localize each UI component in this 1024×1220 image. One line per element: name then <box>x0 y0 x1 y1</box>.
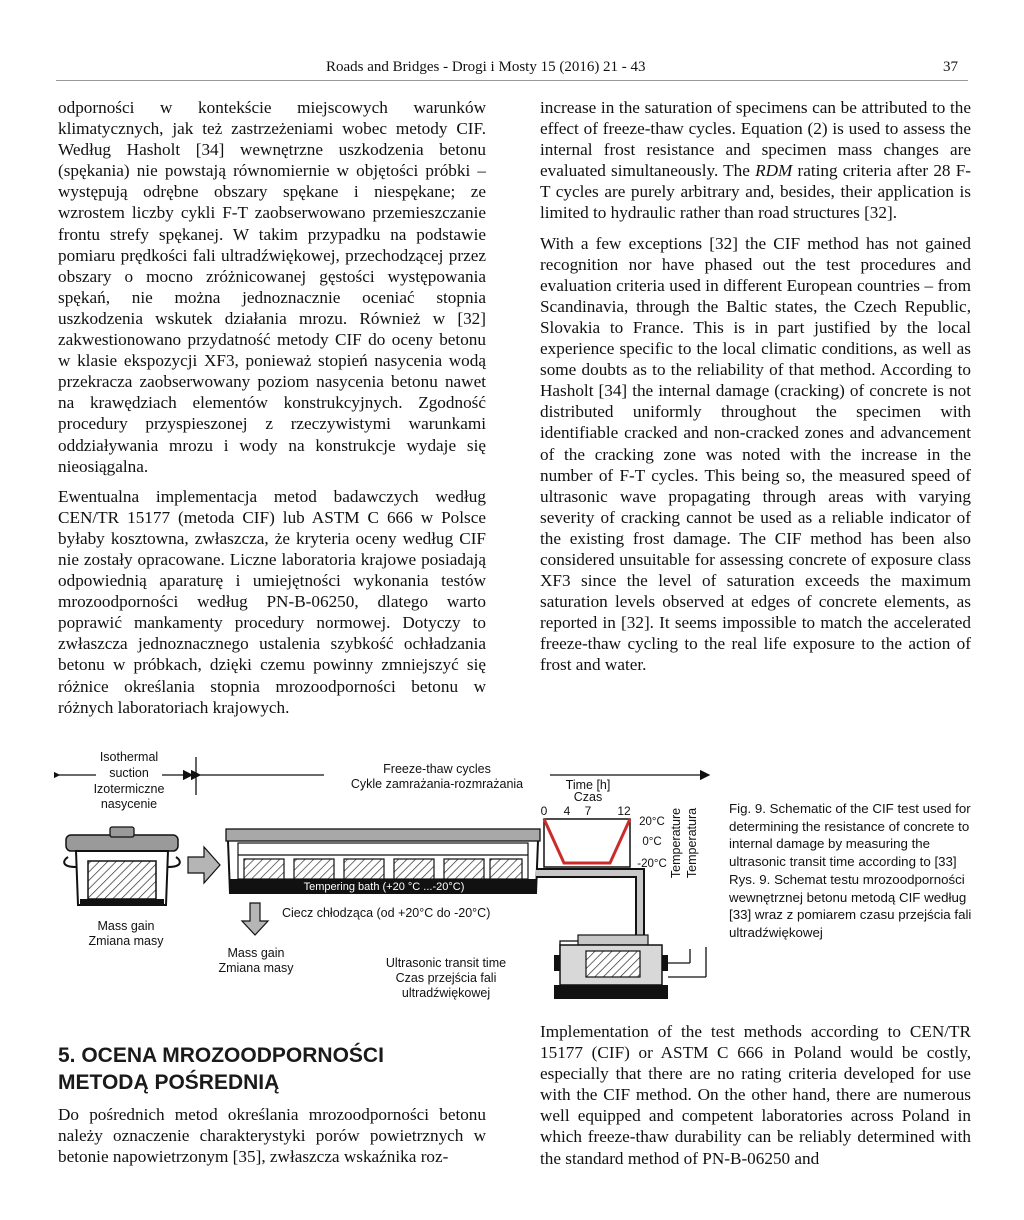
running-head <box>56 56 968 81</box>
ultrasonic-device <box>554 935 706 999</box>
tempering-bath-label: Tempering bath (+20 °C ...-20°C) <box>303 881 465 893</box>
svg-text:suction: suction <box>109 766 149 780</box>
time-tick: 12 <box>617 804 631 818</box>
section-heading-line: 5. OCENA MROZOODPORNOŚCI <box>58 1044 384 1067</box>
caption-english: Fig. 9. Schematic of the CIF test used for determining the resistance of concrete to internal damage by measuring the ultrasonic transit time according to [33] <box>729 801 971 870</box>
figure-caption <box>729 800 979 942</box>
paragraph: With a few exceptions [32] the CIF method has not gained recognition nor have phased out the test procedures and evaluation criteria used in different European countries – from Scandinavia, through the Baltic states, the Czech Republic, Slovakia to France. This is in part justified by the local experience specific to the local climatic conditions, as well as some doubts as to the reliability of that method. According to Hasholt [34] the internal damage (cracking) of concrete is not distributed uniformly throughout the specimen with identifiable cracked and non-cracked zones and advancement of the cracking zone was noted with the increase in the number of F-T cycles. This being so, the measured speed of ultrasonic wave propagating through areas with varying severity of cracking cannot be used as a reliable indicator of the existing frost damage. The CIF method has been also considered unsuitable for assessing concrete of exposure class XF3 since the level of saturation exceeds the maximum saturation levels observed at edges of concrete elements, as reported in [32]. It seems impossible to match the accelerated freeze-thaw cycling to the real life exposure to the action of frost and water. <box>540 233 971 675</box>
chart-frame <box>544 819 630 867</box>
coolant-label: Ciecz chłodząca (od +20°C do -20°C) <box>282 906 491 920</box>
paragraph: Do pośrednich metod określania mrozoodporności betonu należy oznaczenie charakterystyki porów powietrznych w betonie napowietrzonym [35], zwłaszcza wskaźnika roz- <box>58 1105 486 1167</box>
svg-text:Czas przejścia fali: Czas przejścia fali <box>395 971 497 985</box>
svg-text:Isothermal: Isothermal <box>99 750 159 764</box>
suction-container <box>64 827 180 905</box>
svg-text:nasycenie: nasycenie <box>100 797 158 811</box>
section-heading <box>58 1042 488 1096</box>
svg-text:ultradźwiękowej: ultradźwiękowej <box>401 986 491 1000</box>
rdm-term: RDM <box>755 161 793 181</box>
svg-text:Temperature: Temperature <box>669 807 683 879</box>
temperature-profile-chart <box>541 778 699 878</box>
page-number: 37 <box>943 59 958 75</box>
temperature-tick: -20°C <box>637 858 667 870</box>
time-ticks <box>541 804 631 818</box>
svg-text:Mass gain: Mass gain <box>227 946 285 960</box>
svg-text:Zmiana masy: Zmiana masy <box>88 934 164 948</box>
temperature-tick: 20°C <box>639 816 665 828</box>
paragraph: increase in the saturation of specimens can be attributed to the effect of freeze-thaw cycles. Equation (2) is used to assess the internal frost resistance and specimen mass changes are evaluated simultaneously. The RDM rating criteria after 28 F-T cycles are purely arbitrary and, besides, their application is limited to hydraulic rather than road structures [32]. <box>540 98 971 223</box>
paragraph: odporności w kontekście miejscowych warunków klimatycznych, jak też zastrzeżeniami wobec metody CIF. Według Hasholt [34] wewnętrzne uszkodzenia betonu (spękania) nie powstają równomiernie w objętości próbki – występują odrębne obszary spękane i niespękane; ze wzrostem liczby cykli F-T zaobserwowano przemieszczanie frontu strefy spękanej. W takim przypadku na podstawie pomiaru prędkości fali ultradźwiękowej, przechodzącej przez obszary o mocno zróżnicowanej gęstości występowania spękań, nie można jednoznacznie oceniać stopnia uszkodzenia wskutek działania mrozu. Również w [32] zakwestionowano przydatność metody CIF do oceny betonu w klasie ekspozycji XF3, ponieważ stopień nasycenia wodą przekracza zaobserwowany poziom nasycenia betonu nawet na krawędziach elementów konstrukcyjnych. Zgodność procedury przyspieszonej z rzeczywistymi warunkami oddziaływania mrozu i wody na konstrukcje wydaje się nieosiągalna. <box>58 98 486 476</box>
time-tick: 0 <box>540 804 548 818</box>
time-axis-label: Time [h] <box>565 778 611 792</box>
right-column-bottom <box>540 1021 971 1169</box>
paragraph: Ewentualna implementacja metod badawczych według CEN/TR 15177 (metoda CIF) lub ASTM C 666 w Polsce byłaby kosztowna, zwłaszcza, że kryteria oceny według CIF nie zostały opracowane. Liczne laboratoria krajowe posiadają odpowiednią aparaturę i umiejętności wykonania testów mrozoodporności według PN-B-06250, dlatego warto poprawić mankamenty procedury normowej. Dotyczy to zwłaszcza jednoznacznego ustalenia szybkość ochładzania betonu w próbkach, dzięki czemu powinny zmniejszyć się różnice określania stopnia mrozoodporności betonu w różnych laboratoriach krajowych. <box>58 486 486 717</box>
down-arrow <box>242 903 268 935</box>
temperature-axis-label <box>669 808 699 878</box>
freeze-thaw-label <box>351 762 523 791</box>
left-column-bottom <box>58 1104 486 1167</box>
isothermal-label <box>94 750 165 811</box>
svg-text:Mass gain: Mass gain <box>97 919 155 933</box>
ultrasonic-label <box>386 956 506 1000</box>
right-column-top <box>540 97 971 676</box>
time-tick: 7 <box>584 804 592 818</box>
left-column-top <box>58 97 486 718</box>
svg-text:Temperatura: Temperatura <box>685 807 699 879</box>
svg-text:Freeze-thaw cycles: Freeze-thaw cycles <box>383 762 491 776</box>
mass-gain-left-label <box>88 919 164 948</box>
temperature-ticks <box>637 816 667 870</box>
paragraph: Implementation of the test methods according to CEN/TR 15177 (CIF) or ASTM C 666 in Poland would be costly, especially that there are no rating criteria developed for use with the CIF method. On the other hand, there are numerous well equipped and competent laboratories across Poland in which freeze-thaw durability can be reliably determined with the standard method of PN-B-06250 and <box>540 1022 971 1168</box>
svg-text:Izotermiczne: Izotermiczne <box>93 782 165 796</box>
mass-gain-center-label <box>218 946 294 975</box>
cif-test-schematic <box>54 745 724 1010</box>
svg-text:Zmiana masy: Zmiana masy <box>218 961 294 975</box>
caption-polish: Rys. 9. Schemat testu mrozoodporności wewnętrznej betonu metodą CIF według [33] wraz z pomiarem czasu przejścia fali ultradźwiękowej <box>729 871 972 940</box>
journal-title: Roads and Bridges - Drogi i Mosty 15 (2016) 21 - 43 <box>326 59 646 75</box>
section-heading-line: METODĄ POŚREDNIĄ <box>58 1071 280 1094</box>
time-axis-label-pl: Czas <box>573 790 603 804</box>
transfer-arrow <box>188 847 220 883</box>
temperature-tick: 0°C <box>642 836 662 848</box>
time-tick: 4 <box>563 804 571 818</box>
svg-text:Cykle zamrażania-rozmrażania: Cykle zamrażania-rozmrażania <box>350 777 524 791</box>
coolant-pipe <box>536 873 640 935</box>
svg-text:Ultrasonic transit time: Ultrasonic transit time <box>385 956 507 970</box>
